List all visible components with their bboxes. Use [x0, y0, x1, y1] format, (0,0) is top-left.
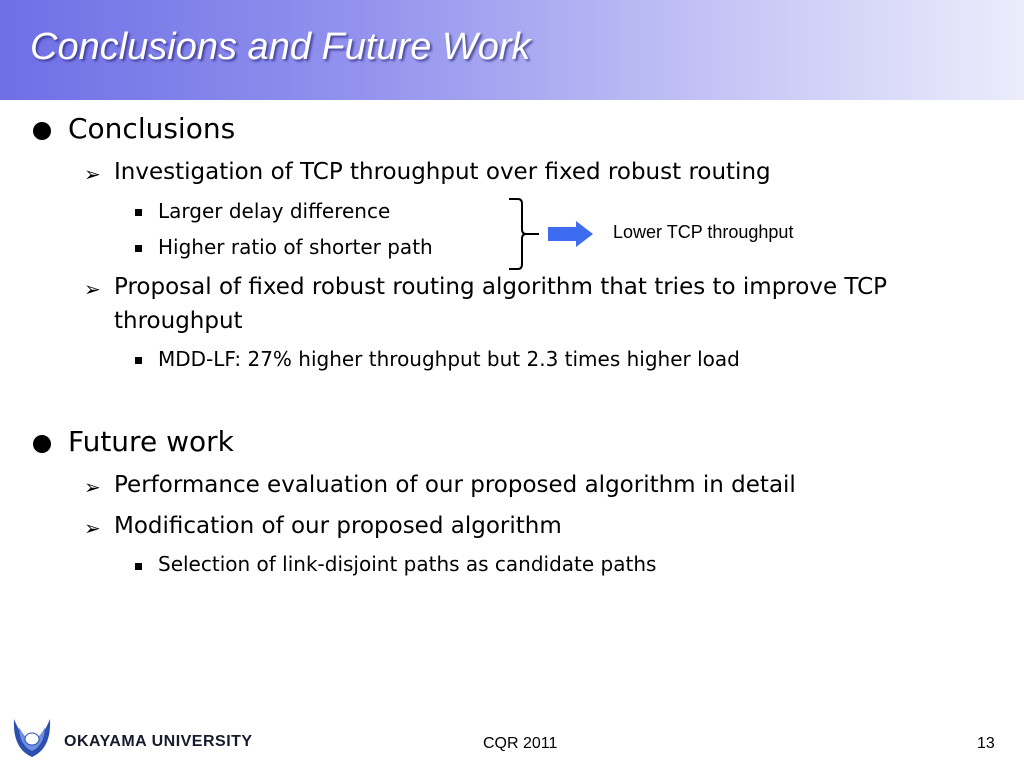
round-bullet-icon	[33, 122, 51, 140]
arrow-bullet-icon: ➢	[84, 277, 101, 301]
square-bullet-icon	[135, 357, 142, 364]
square-bullet-icon	[135, 245, 142, 252]
conclusion-item-1-sub-2: Higher ratio of shorter path	[158, 235, 433, 259]
right-arrow-icon	[546, 220, 596, 250]
section-heading-conclusions: Conclusions	[68, 112, 236, 145]
round-bullet-icon	[33, 435, 51, 453]
page-number: 13	[977, 735, 995, 752]
university-name: OKAYAMA UNIVERSITY	[64, 733, 253, 750]
university-logo-icon	[10, 713, 54, 761]
arrow-bullet-icon: ➢	[84, 475, 101, 499]
square-bullet-icon	[135, 563, 142, 570]
square-bullet-icon	[135, 209, 142, 216]
slide-title: Conclusions and Future Work	[30, 26, 531, 68]
conference-label: CQR 2011	[483, 735, 558, 752]
arrow-bullet-icon: ➢	[84, 516, 101, 540]
conclusion-item-2-sub-1: MDD-LF: 27% higher throughput but 2.3 times higher load	[158, 347, 740, 371]
section-heading-future-work: Future work	[68, 425, 234, 458]
conclusion-item-2-line-1: Proposal of fixed robust routing algorithm that tries to improve TCP	[114, 274, 888, 300]
future-item-2-sub-1: Selection of link-disjoint paths as candidate paths	[158, 552, 657, 576]
conclusion-item-1-sub-1: Larger delay difference	[158, 199, 391, 223]
result-label: Lower TCP throughput	[613, 222, 794, 242]
future-item-1: Performance evaluation of our proposed algorithm in detail	[114, 472, 796, 498]
arrow-bullet-icon: ➢	[84, 162, 101, 186]
conclusion-item-2-line-2: throughput	[114, 308, 243, 334]
future-item-2: Modification of our proposed algorithm	[114, 513, 562, 539]
conclusion-item-1: Investigation of TCP throughput over fixed robust routing	[114, 159, 771, 185]
right-brace-icon	[505, 196, 545, 274]
